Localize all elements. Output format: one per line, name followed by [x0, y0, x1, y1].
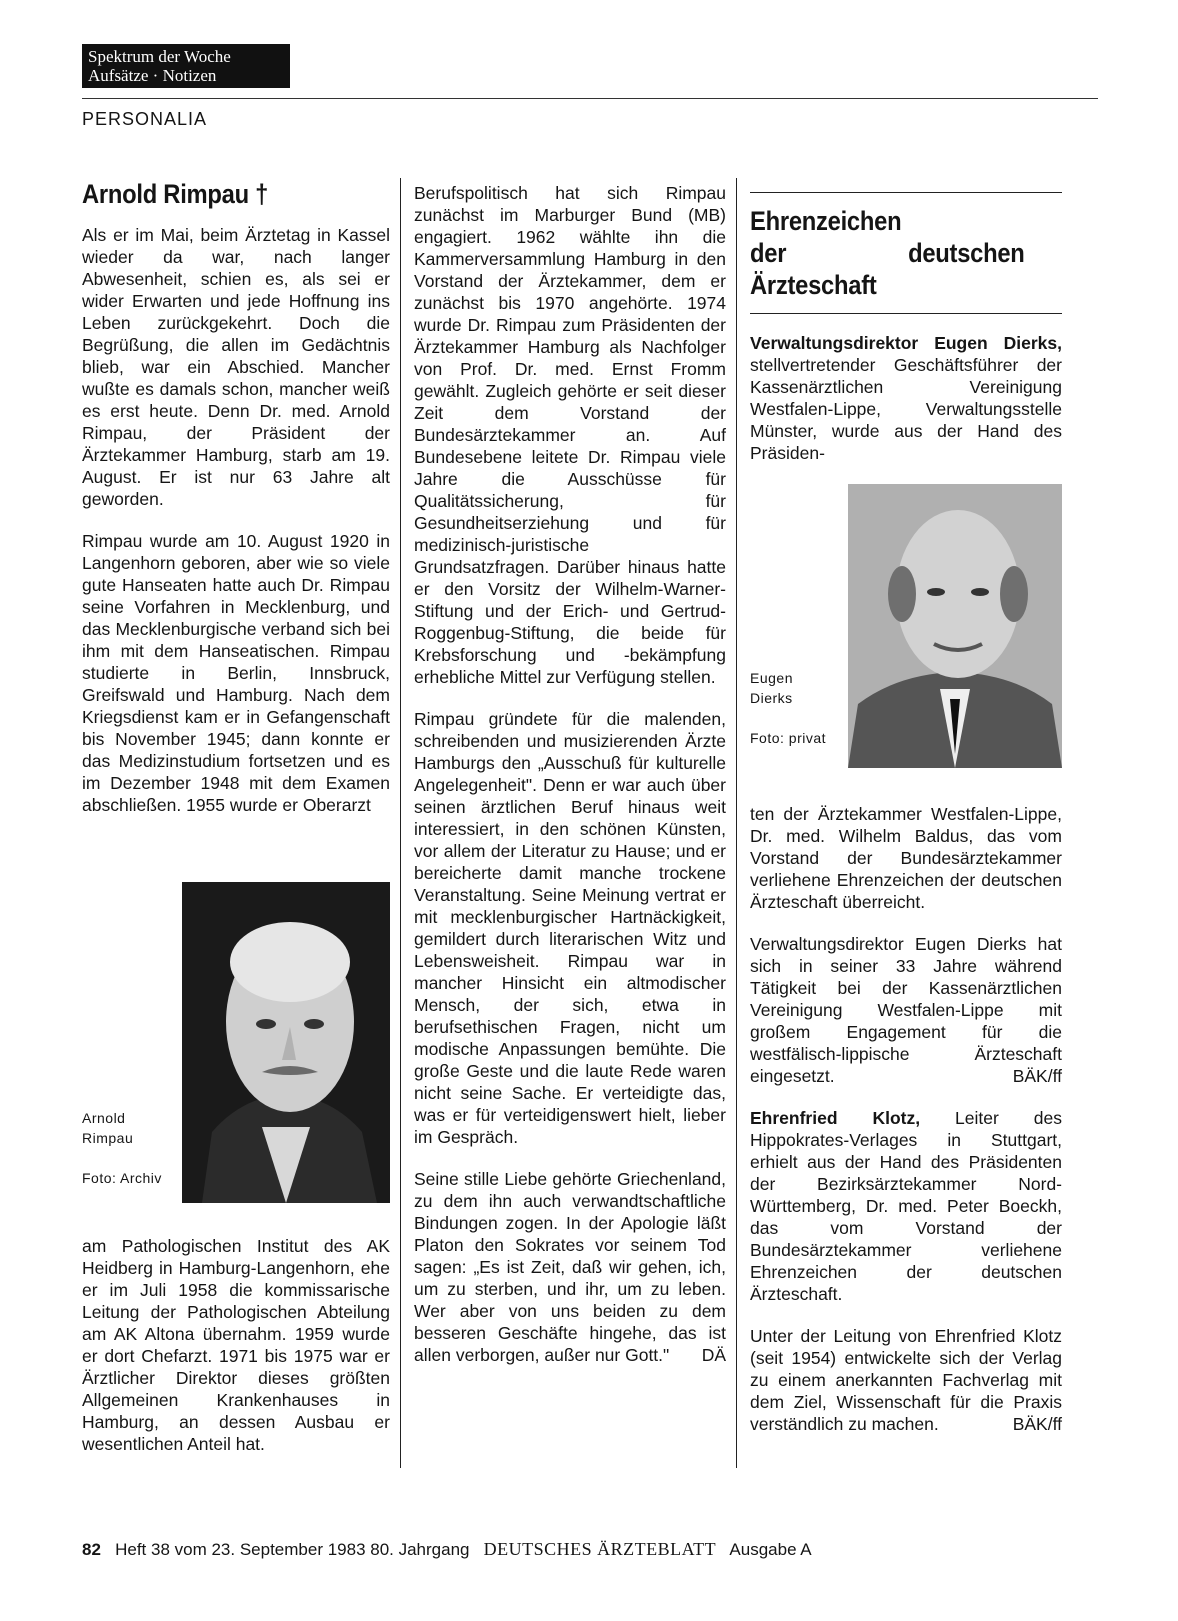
honors-paragraph: [750, 933, 1062, 1087]
honors-paragraph: [750, 1107, 1062, 1305]
honors-text: Unter der Leitung von Ehrenfried Klotz (seit 1954) entwickelte sich der Verlag zu einem anerkannten Fachverlag mit dem Ziel, Wissenschaft für die Praxis verständlich zu machen.: [750, 1326, 1062, 1434]
caption-name: Eugen Dierks: [750, 670, 793, 706]
obituary-paragraph: Als er im Mai, beim Ärztetag in Kassel wieder da war, nach langer Abwesenheit, schien es, als sei er wider Erwarten und jede Hoffnung ins Leben zurückgekehrt. Doch die Begrüßung, die allen im Gedächtnis blieb, war ein Abschied. Mancher wußte es damals schon, mancher weiß es erst heute. Denn Dr. med. Arnold Rimpau, der Präsident der Ärztekammer Hamburg, starb am 19. August. Er ist nur 63 Jahre alt geworden.: [82, 225, 390, 509]
obituary-paragraph: Rimpau gründete für die malenden, schreibenden und musizierenden Ärzte Hamburgs den „Ausschuß für kulturelle Angelegenheit". Denn er war auch über seinen ärztlichen Beruf hinaus weit interessiert, in den schönen Künsten, vor allem der Literatur zu Hause; und er bereicherte damit manche trockene Veranstaltung. Seine Meinung vertrat er mit mecklenburgischer Hartnäckigkeit, gemildert durch literarischen Witz und Lebensweisheit. Rimpau war in mancher Hinsicht ein altmodischer Mensch, der sich, etwa in berufsethischen Fragen, nicht um modische Anpassungen bemühte. Die große Geste und die laute Rede waren nicht seine Sache. Er verteidigte das, was er für verteidigenswert hielt, lieber im Gespräch.: [414, 709, 726, 1147]
obituary-column-2: [414, 182, 726, 1386]
obituary-column-1: [82, 178, 390, 836]
badge-line-1: Spektrum der Woche: [88, 47, 231, 66]
honors-text: Leiter des Hippokrates-Verlages in Stuttgart, erhielt aus der Hand des Präsidenten der Bezirksärztekammer Nord-Württemberg, Dr. med. Peter Boeckh, das vom Vorstand der Bundesärztekammer verliehene Ehrenzeichen der deutschen Ärzteschaft.: [750, 1108, 1063, 1304]
badge-line-2: Aufsätze · Notizen: [88, 66, 217, 85]
honors-paragraph: ten der Ärztekammer Westfalen-Lippe, Dr. med. Wilhelm Baldus, das vom Vorstand der Bundesärztekammer verliehene Ehrenzeichen der deutschen Ärzteschaft überreicht.: [750, 804, 1062, 912]
caption-name: Arnold Rimpau: [82, 1110, 134, 1146]
obituary-title: Arnold Rimpau †: [82, 179, 269, 209]
author-sign: BÄK/ff: [1012, 1066, 1062, 1086]
honoree-name: Verwaltungsdirektor Eugen: [750, 333, 988, 353]
rimpau-portrait: [182, 882, 390, 1203]
obituary-paragraph: Rimpau wurde am 10. August 1920 in Langenhorn geboren, aber wie so viele gute Hanseaten hatte auch Dr. Rimpau seine Vorfahren in Mecklenburg, und das Mecklenburgische verband sich bei ihm mit dem Hanseatischen. Rimpau studierte in Berlin, Innsbruck, Greifswald und Hamburg. Nach dem Kriegsdienst kam er in Gefangenschaft bis November 1945; dann konnte er das Medizinstudium fortsetzen und es im Dezember 1948 mit dem Examen abschließen. 1955 wurde er Oberarzt: [82, 531, 390, 815]
obituary-quote: Seine stille Liebe gehörte Griechenland, zu dem ihn auch verwandtschaftliche Bindungen zogen. In der Apologie läßt Platon den Sokrates vor seinem Tod sagen: „Es ist Zeit, daß wir gehen, ich, um zu sterben, und ihr, um zu leben. Wer aber von uns beiden zu dem besseren Geschäfte hingehe, das ist allen verborgen, außer nur Gott.": [414, 1169, 726, 1365]
portrait-illustration: [182, 882, 390, 1203]
honors-title-1: Ehrenzeichen: [750, 206, 902, 236]
journal-name: DEUTSCHES ÄRZTEBLATT: [483, 1539, 717, 1559]
section-title: PERSONALIA: [82, 109, 208, 129]
honors-column-continued: [750, 803, 1062, 1455]
portrait-illustration: [848, 484, 1062, 768]
honors-text: stellvertretender Geschäftsführer der Kassenärztlichen Vereinigung Westfalen-Lippe, Verwaltungsstelle Münster, wurde aus der Hand des Präsiden-: [750, 355, 1062, 463]
column-divider: [400, 178, 401, 1468]
column-divider: [736, 178, 737, 1468]
author-sign: BÄK/ff: [1012, 1414, 1062, 1434]
page-number: 82: [82, 1540, 101, 1559]
obituary-paragraph: [414, 1168, 726, 1366]
honors-paragraph: [750, 1325, 1062, 1435]
header-rule: [82, 98, 1098, 99]
honors-column: [750, 192, 1062, 484]
page-footer: [82, 1539, 812, 1560]
caption-credit: Foto: privat: [750, 730, 827, 746]
honors-text: Verwaltungsdirektor Eugen Dierks hat sich in seiner 33 Jahre während Tätigkeit bei der Kassenärztlichen Vereinigung Westfalen-Lippe mit großem Engagement für die westfälisch-lippische Ärzteschaft eingesetzt.: [750, 934, 1062, 1086]
obituary-paragraph: am Pathologischen Institut des AK Heidberg in Hamburg-Langenhorn, ehe er im Juli 1958 die kommissarische Leitung der Pathologischen Abteilung am AK Altona übernahm. 1959 wurde er dort Chefarzt. 1971 bis 1975 war er Ärztlicher Direktor dieses größten Allgemeinen Krankenhauses in Hamburg, an dessen Ausbau er wesentlichen Anteil hat.: [82, 1236, 390, 1454]
obituary-paragraph: Berufspolitisch hat sich Rimpau zunächst im Marburger Bund (MB) engagiert. 1962 wählte ihn die Kammerversammlung Hamburg in den Vorstand der Ärztekammer, dem er zunächst bis 1970 angehörte. 1974 wurde Dr. Rimpau zum Präsidenten der Ärztekammer Hamburg als Nachfolger von Prof. Dr. med. Ernst Fromm gewählt. Zugleich gehörte er seit dieser Zeit dem Vorstand der Bundesärztekammer an. Auf Bundesebene leitete Dr. Rimpau viele Jahre die Ausschüsse für Qualitätssicherung, für Gesundheitserziehung und für medizinisch-juristische Grundsatzfragen. Darüber hinaus hatte er den Vorsitz der Wilhelm-Warner-Stiftung und der Erich- und Gertrud-Roggenbug-Stiftung, die beide für Krebsforschung und -bekämpfung erhebliche Mittel zur Verfügung stellen.: [414, 183, 726, 687]
caption-credit: Foto: Archiv: [82, 1170, 162, 1186]
honoree-name-2: Dierks,: [1003, 333, 1062, 353]
edition: Ausgabe A: [729, 1540, 812, 1559]
honoree-name: Ehrenfried Klotz,: [750, 1108, 921, 1128]
obituary-column-1-continued: [82, 1235, 390, 1475]
dierks-photo-caption: [750, 668, 840, 768]
issue-info: Heft 38 vom 23. September 1983 80. Jahrgang: [115, 1540, 470, 1559]
honors-rule-top: [750, 192, 1062, 193]
honors-paragraph: [750, 332, 1062, 464]
honors-title-2: der deutschen Ärzteschaft: [750, 238, 1025, 300]
honors-rule-bottom: [750, 313, 1062, 314]
author-sign: DÄ: [701, 1345, 726, 1365]
dierks-portrait: [848, 484, 1062, 768]
rimpau-photo-caption: [82, 1108, 174, 1208]
section-badge: [82, 44, 290, 88]
